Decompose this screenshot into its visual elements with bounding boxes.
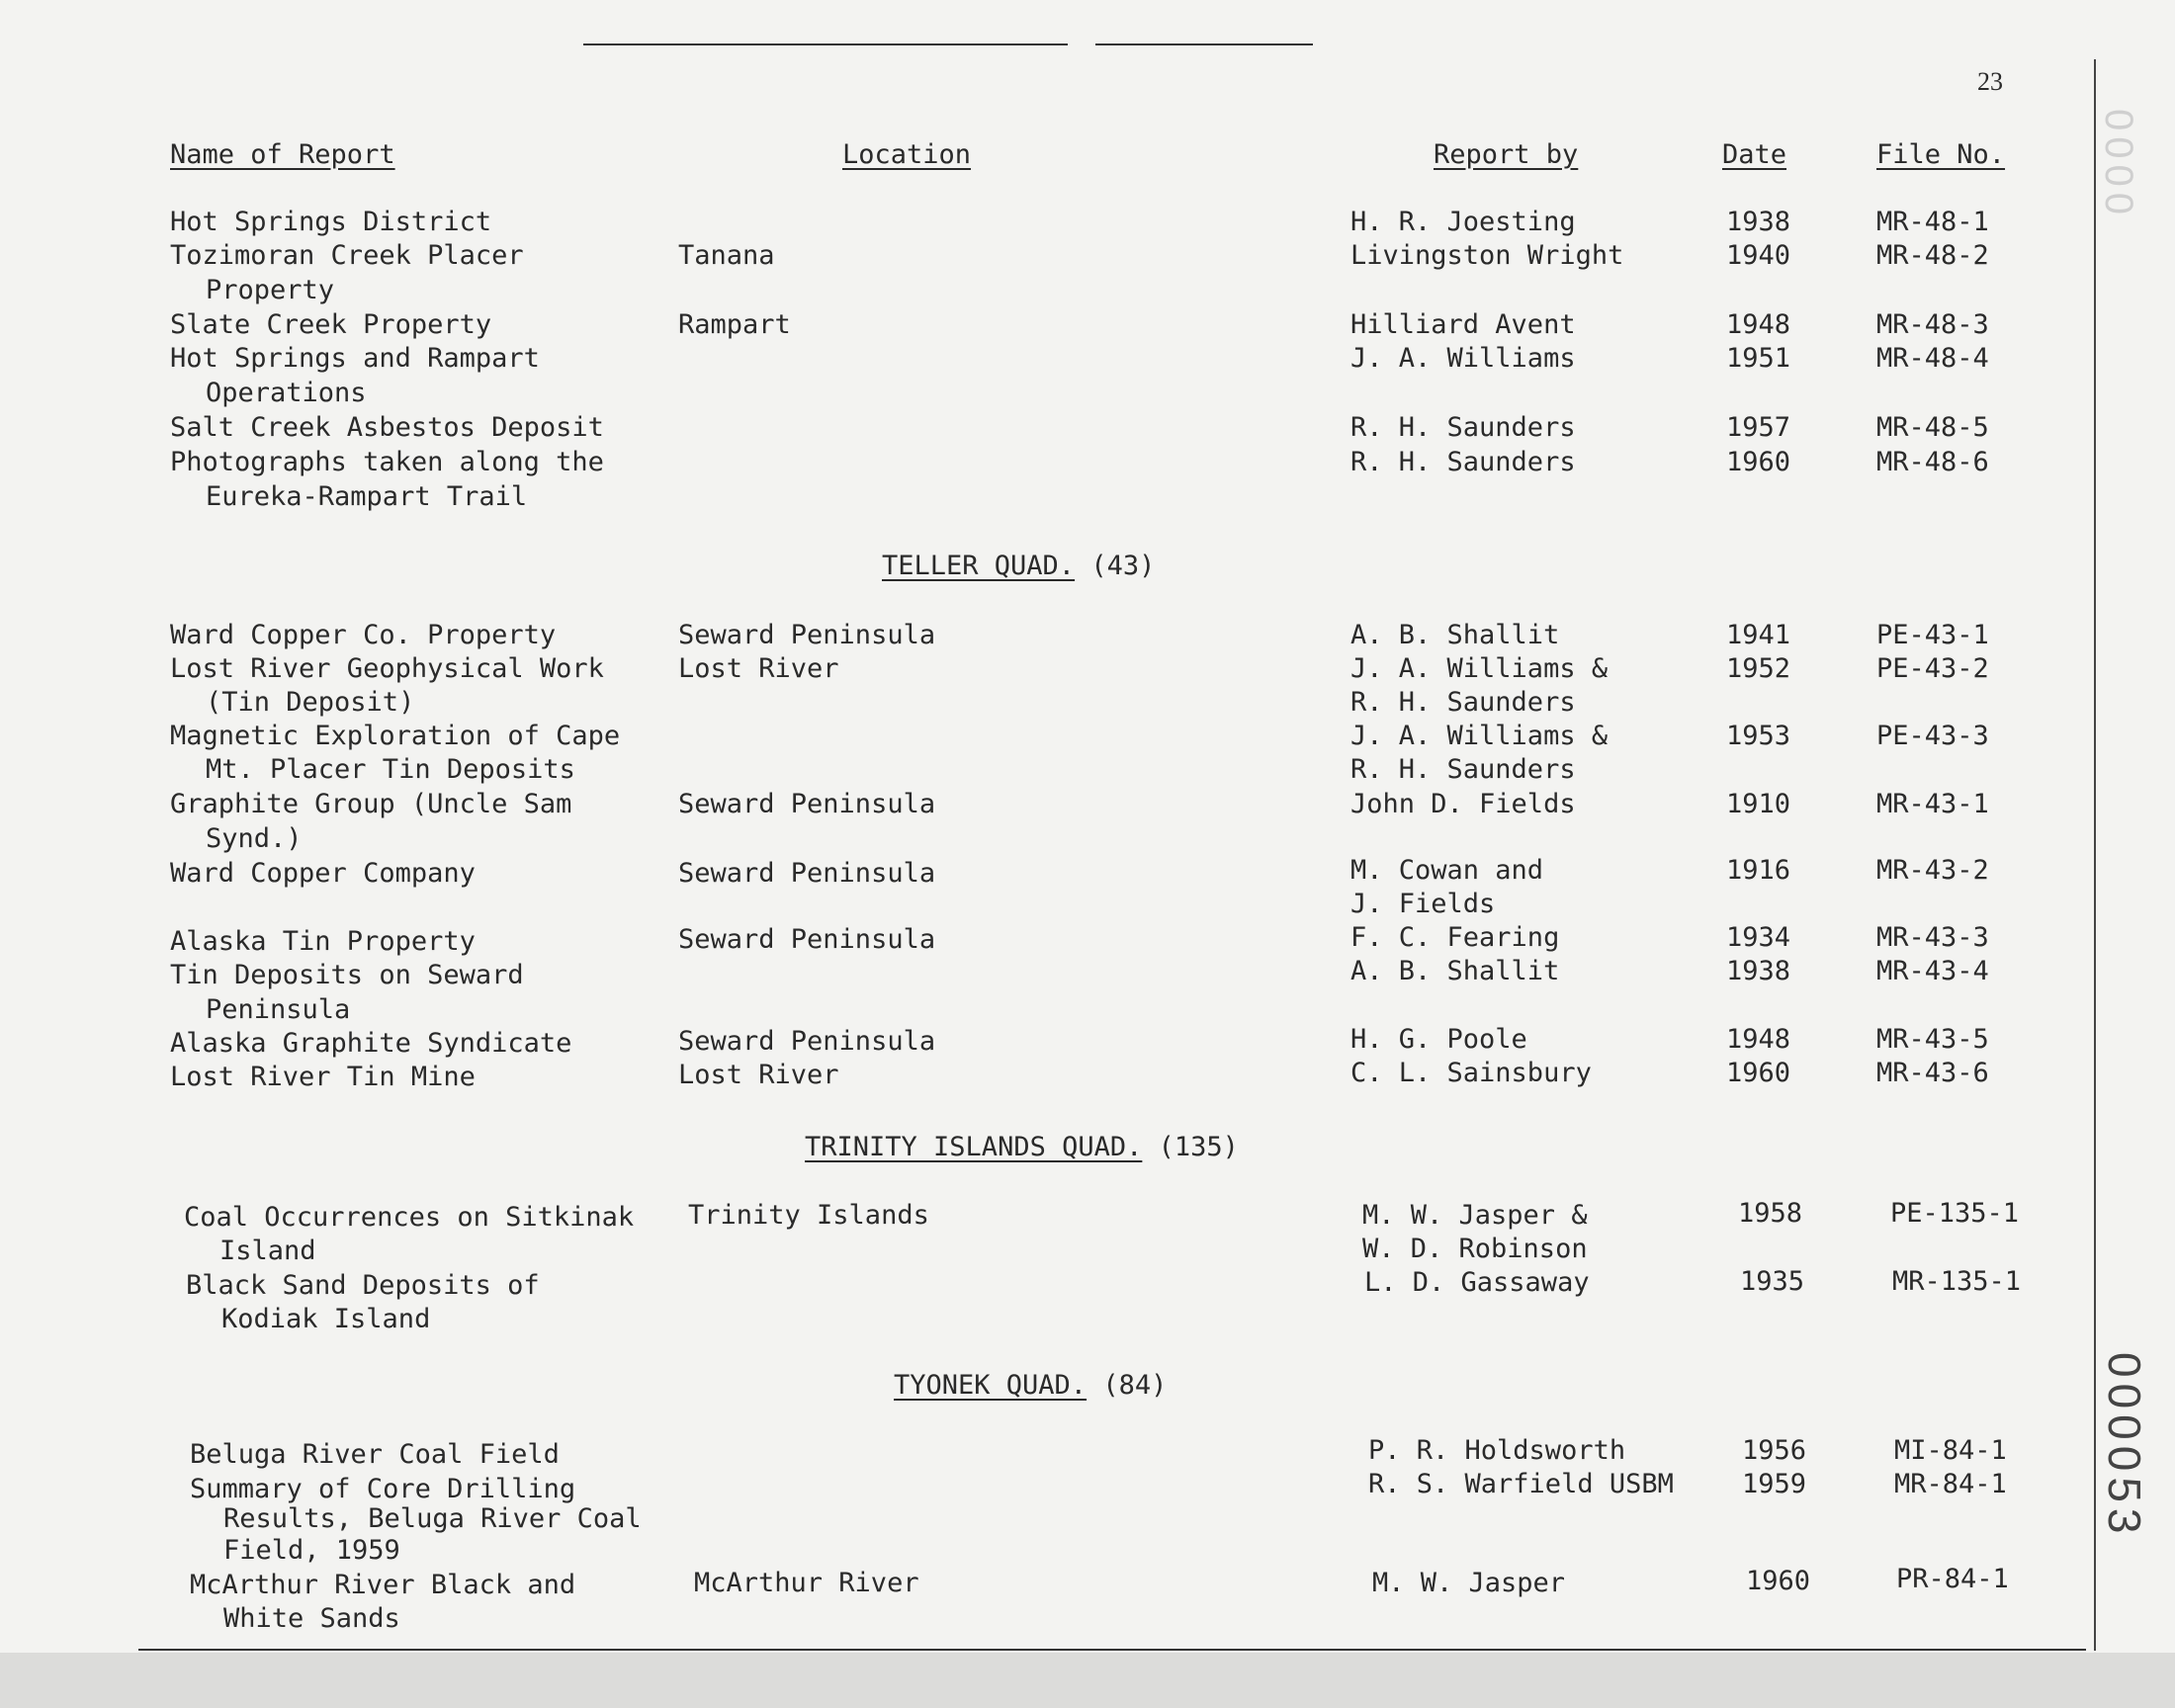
report-author: H. R. Joesting <box>1350 207 1576 237</box>
section-number: (135) <box>1158 1132 1239 1162</box>
report-author-cont: J. Fields <box>1350 889 1496 919</box>
report-author-cont: R. H. Saunders <box>1350 687 1576 718</box>
report-location: Seward Peninsula <box>678 858 936 889</box>
report-name: Graphite Group (Uncle Sam <box>170 789 572 819</box>
report-name-cont: Field, 1959 <box>223 1535 400 1566</box>
report-date: 1960 <box>1746 1566 1811 1596</box>
report-date: 1951 <box>1726 343 1791 374</box>
report-name: Lost River Geophysical Work <box>170 653 604 684</box>
report-author: J. A. Williams <box>1350 343 1576 374</box>
report-location: Seward Peninsula <box>678 620 936 650</box>
report-location: Lost River <box>678 1060 839 1090</box>
report-author: H. G. Poole <box>1350 1024 1527 1055</box>
report-date: 1934 <box>1726 922 1791 953</box>
report-name: Lost River Tin Mine <box>170 1062 476 1092</box>
section-heading-trinity <box>805 1132 1239 1162</box>
report-name-cont: Results, Beluga River Coal <box>223 1503 642 1534</box>
report-date: 1935 <box>1740 1266 1805 1297</box>
report-author: Livingston Wright <box>1350 240 1624 271</box>
report-location: Tanana <box>678 240 775 271</box>
report-date: 1938 <box>1726 956 1791 986</box>
report-name: Alaska Tin Property <box>170 926 476 957</box>
section-heading-tyonek <box>894 1370 1167 1401</box>
report-author: John D. Fields <box>1350 789 1576 819</box>
report-file-no: PE-43-1 <box>1876 620 1989 650</box>
report-name: Photographs taken along the <box>170 447 604 477</box>
report-author: L. D. Gassaway <box>1364 1267 1590 1298</box>
report-date: 1916 <box>1726 855 1791 886</box>
report-author: M. W. Jasper & <box>1362 1200 1588 1231</box>
header-date: Date <box>1722 139 1787 170</box>
report-location: Seward Peninsula <box>678 924 936 955</box>
report-name-cont: (Tin Deposit) <box>206 687 415 718</box>
top-rule-left <box>583 43 1068 45</box>
report-author: R. H. Saunders <box>1350 412 1576 443</box>
report-date: 1948 <box>1726 309 1791 340</box>
report-author: Hilliard Avent <box>1350 309 1576 340</box>
report-date: 1960 <box>1726 447 1791 477</box>
report-location: Seward Peninsula <box>678 1026 936 1057</box>
report-file-no: MR-43-2 <box>1876 855 1989 886</box>
right-edge-line <box>2094 59 2096 1651</box>
report-file-no: MI-84-1 <box>1894 1435 2007 1466</box>
report-name-cont: White Sands <box>223 1603 400 1634</box>
report-name: Coal Occurrences on Sitkinak <box>184 1202 635 1233</box>
report-author-cont: R. H. Saunders <box>1350 754 1576 785</box>
scan-shadow <box>0 1653 2175 1708</box>
section-title: TRINITY ISLANDS QUAD. <box>805 1132 1143 1162</box>
header-report-by: Report by <box>1434 139 1579 170</box>
report-file-no: MR-48-6 <box>1876 447 1989 477</box>
report-date: 1941 <box>1726 620 1791 650</box>
section-title: TELLER QUAD. <box>882 551 1076 581</box>
section-title: TYONEK QUAD. <box>894 1370 1088 1401</box>
report-file-no: PE-43-2 <box>1876 653 1989 684</box>
report-date: 1910 <box>1726 789 1791 819</box>
report-author: A. B. Shallit <box>1350 620 1560 650</box>
header-location: Location <box>842 139 972 170</box>
report-date: 1959 <box>1742 1469 1807 1499</box>
page-number: 23 <box>1977 67 2003 96</box>
stamp-number-faded: 0000 <box>2097 109 2140 220</box>
report-name-cont: Operations <box>206 378 367 408</box>
report-author: F. C. Fearing <box>1350 922 1560 953</box>
report-date: 1958 <box>1738 1198 1803 1229</box>
report-author: P. R. Holdsworth <box>1368 1435 1626 1466</box>
report-name: Tozimoran Creek Placer <box>170 240 524 271</box>
report-location: Seward Peninsula <box>678 789 936 819</box>
section-number: (43) <box>1090 551 1156 581</box>
header-file-no: File No. <box>1876 139 2006 170</box>
report-file-no: PR-84-1 <box>1896 1564 2009 1594</box>
report-author: M. W. Jasper <box>1372 1568 1566 1598</box>
report-date: 1952 <box>1726 653 1791 684</box>
report-author: C. L. Sainsbury <box>1350 1058 1592 1088</box>
report-location: Trinity Islands <box>688 1200 929 1231</box>
report-file-no: MR-135-1 <box>1892 1266 2022 1297</box>
report-author-cont: W. D. Robinson <box>1362 1234 1588 1264</box>
report-name-cont: Peninsula <box>206 994 351 1025</box>
report-name-cont: Eureka-Rampart Trail <box>206 481 528 512</box>
report-date: 1960 <box>1726 1058 1791 1088</box>
report-name: Tin Deposits on Seward <box>170 960 524 990</box>
report-author: R. S. Warfield USBM <box>1368 1469 1674 1499</box>
report-name: Magnetic Exploration of Cape <box>170 721 621 751</box>
report-date: 1940 <box>1726 240 1791 271</box>
top-rule-right <box>1095 43 1313 45</box>
report-file-no: MR-48-5 <box>1876 412 1989 443</box>
report-file-no: PE-135-1 <box>1890 1198 2020 1229</box>
report-file-no: MR-43-4 <box>1876 956 1989 986</box>
report-date: 1953 <box>1726 721 1791 751</box>
report-name-cont: Synd.) <box>206 823 303 854</box>
report-name-cont: Mt. Placer Tin Deposits <box>206 754 575 785</box>
header-name-of-report: Name of Report <box>170 139 395 170</box>
report-name: Summary of Core Drilling <box>190 1474 576 1504</box>
report-file-no: MR-48-2 <box>1876 240 1989 271</box>
report-date: 1948 <box>1726 1024 1791 1055</box>
report-file-no: MR-48-1 <box>1876 207 1989 237</box>
report-name: Slate Creek Property <box>170 309 492 340</box>
report-author: A. B. Shallit <box>1350 956 1560 986</box>
report-location: Rampart <box>678 309 791 340</box>
report-author: R. H. Saunders <box>1350 447 1576 477</box>
bottom-rule <box>138 1649 2086 1651</box>
report-file-no: MR-43-5 <box>1876 1024 1989 1055</box>
report-name: Hot Springs and Rampart <box>170 343 540 374</box>
report-file-no: MR-84-1 <box>1894 1469 2007 1499</box>
report-location: McArthur River <box>694 1568 919 1598</box>
report-file-no: PE-43-3 <box>1876 721 1989 751</box>
report-name: Ward Copper Co. Property <box>170 620 557 650</box>
report-name-cont: Island <box>219 1236 316 1266</box>
report-name: McArthur River Black and <box>190 1570 576 1600</box>
report-author: M. Cowan and <box>1350 855 1544 886</box>
report-author: J. A. Williams & <box>1350 653 1609 684</box>
report-name-cont: Property <box>206 275 335 305</box>
report-name: Ward Copper Company <box>170 858 476 889</box>
report-date: 1938 <box>1726 207 1791 237</box>
stamp-number: 000053 <box>2099 1352 2150 1540</box>
report-date: 1956 <box>1742 1435 1807 1466</box>
report-location: Lost River <box>678 653 839 684</box>
report-file-no: MR-43-6 <box>1876 1058 1989 1088</box>
report-name-cont: Kodiak Island <box>221 1304 431 1334</box>
report-name: Black Sand Deposits of <box>186 1270 540 1301</box>
report-file-no: MR-43-1 <box>1876 789 1989 819</box>
report-file-no: MR-48-3 <box>1876 309 1989 340</box>
section-number: (84) <box>1102 1370 1168 1401</box>
report-author: J. A. Williams & <box>1350 721 1609 751</box>
section-heading-teller <box>882 551 1155 581</box>
report-name: Hot Springs District <box>170 207 492 237</box>
report-file-no: MR-43-3 <box>1876 922 1989 953</box>
report-file-no: MR-48-4 <box>1876 343 1989 374</box>
report-name: Alaska Graphite Syndicate <box>170 1028 572 1059</box>
report-date: 1957 <box>1726 412 1791 443</box>
report-name: Beluga River Coal Field <box>190 1439 560 1470</box>
report-name: Salt Creek Asbestos Deposit <box>170 412 604 443</box>
